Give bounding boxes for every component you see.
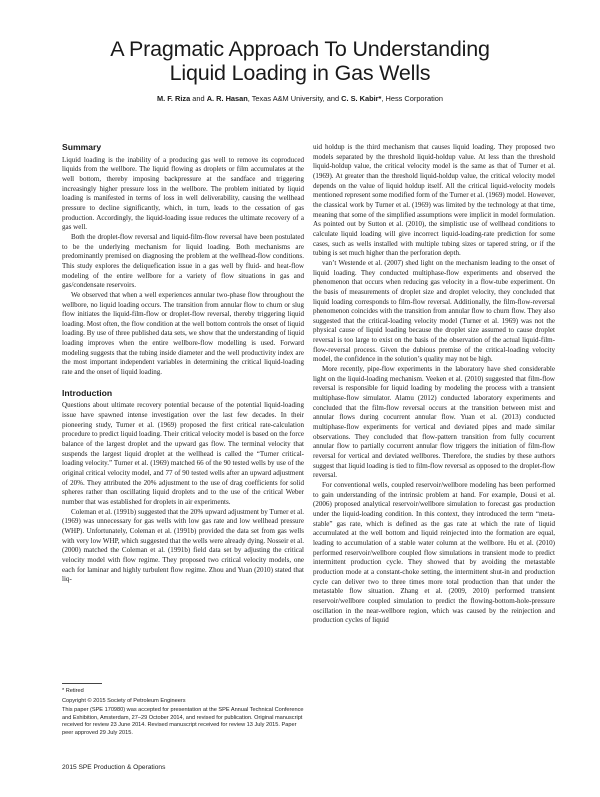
body-paragraph: uid holdup is the third mechanism that causes liquid loading. They proposed two models separated by the threshold liquid-holdup value. At less than the threshold liquid-holdup value, the critical velocity model is the same as that of Turner et al. (1969). At greater than the threshold liquid-holdup value, the critical velocity model depends on the value of liquid holdup itself. All the critical liquid-velocity models mentioned represent some modified form of the Turner et al. (1969) model. However, the classical work by Turner et al. (1969) was limited by the technology at that time, meaning that some of the simplified assumptions were implicit in model formulation. As pointed out by Sutton et al. (2010), the simplistic use of wellhead conditions to calculate liquid loading will give incorrect liquid-loading-rate prediction for some cases, such as wells installed with multiple tubing sizes or tapered string, or if the tubing is set much higher than the perforation depth.: [313, 143, 555, 258]
footnote-retired: * Retired: [62, 688, 84, 694]
author-2: A. R. Hasan: [206, 94, 248, 103]
author-line: [40, 94, 560, 103]
affiliation-2: , Hess Corporation: [381, 94, 444, 103]
title-line-2: Liquid Loading in Gas Wells: [169, 61, 431, 85]
footnote-copyright: Copyright © 2015 Society of Petroleum Engineers: [62, 697, 186, 704]
author-joiner: and: [190, 94, 207, 103]
body-paragraph: More recently, pipe-flow experiments in the laboratory have shed considerable light on the liquid-loading mechanism. Veeken et al. (2010) suggested that film-flow reversal is responsible for liquid loading by modeling the process with a transient multiphase-flow simulator. Alamu (2012) conducted laboratory experiments and concluded that the film-flow reversal occurs at the transition between mist and annular flows during cocurrent annular flow. Yuan et al. (2013) conducted multiphase-flow experiments for vertical and deviated pipes and made similar observations. They concluded that flow-pattern transition from fully cocurrent annular flow to partially cocurrent annular flow triggers the initiation of film-flow reversal for vertical and deviated wellbores. Therefore, the studies by these authors suggest that liquid loading is tied to film-flow reversal as opposed to the droplet-flow reversal.: [313, 365, 555, 480]
author-3: C. S. Kabir*: [341, 94, 382, 103]
footnotes: [62, 683, 304, 740]
summary-heading: Summary: [62, 142, 102, 152]
author-1: M. F. Riza: [156, 94, 191, 103]
body-paragraph: van’t Westende et al. (2007) shed light on the mechanism leading to the onset of liquid loading. They conducted multiphase-flow experiments and observed the phenomenon that occurs when reducing gas velocity in a flow-tube experiment. On the basis of measurements of droplet size and droplet velocity, they concluded that liquid loading corresponds to film-flow reversal. Additionally, the film-flow-reversal phenomenon coincides with the transition from annular flow to churn flow. They also suggested that the critical-loading velocity model (Turner et al. 1969) was not the physical cause of liquid loading because the droplet size assumed to cause droplet reversal is too large to exist on the basis of the observation of the actual liquid-film-flow-reversal process. Given the dubious premise of the critical-loading velocity model, the confidence in the solution’s quality may not be high.: [313, 258, 555, 364]
footnote-rule: [62, 683, 102, 684]
page-footer: 2015 SPE Production & Operations: [62, 764, 166, 771]
summary-paragraph: We observed that when a well experiences annular two-phase flow throughout the wellbore, no liquid loading occurs. The transition from annular flow to churn or slug flow initiates the liquid-film-flow or droplet-flow reversal, thereby triggering liquid loading. Most often, the flow condition at the well bottom controls the onset of liquid loading. By use of three published data sets, we show that the understanding of liquid loading improves when the entire wellbore-flow modelling is used. Forward modeling suggests that the tubing inside diameter and the well productivity index are the most important independent variables in determining the critical liquid-loading rate and the onset of liquid loading.: [62, 290, 304, 377]
footnote-paper-info: This paper (SPE 170980) was accepted for presentation at the SPE Annual Technical Conference and Exhibition, Amsterdam, 27–29 October 2014, and revised for publication. Original manuscript received for review 23 June 2014. Revised manuscript received for review 13 July 2015. Paper peer approved 29 July 2015.: [62, 707, 304, 736]
introduction-heading: Introduction: [62, 387, 113, 398]
body-paragraph: For conventional wells, coupled reservoir/wellbore modeling has been performed to gain understanding of the intrinsic problem at hand. For example, Dousi et al. (2006) proposed analytical reservoir/wellbore simulation to forecast gas production under the liquid-loading condition. In this context, they introduced the term “meta-stable” gas rate, which is defined as the gas rate at which the rate of liquid accumulated at the well bottom and liquid reinjected into the formation are equal, leading to accumulation of a stable water column at the wellbore. Hu et al. (2010) performed reservoir/wellbore coupled flow simulations in transient mode to predict intermittent production cycle. They showed that by avoiding the metastable production mode at a constant-choke setting, the intermittent shut-in and production cycle can deliver two to three times more total production than that under the metastable flow situation. Zhang et al. (2009, 2010) performed transient reservoir/wellbore coupled simulation to predict the flowing-bottom-hole-pressure oscillation in the near-wellbore region, which was caused by the reinjection and production cycles of liquid: [313, 480, 555, 625]
summary-paragraph: Liquid loading is the inability of a producing gas well to remove its coproduced liquids from the wellbore. The liquid flowing as droplets or film accumulates at the well bottom, thereby imposing backpressure at the sandface and triggering increasingly higher pressure loss in the wellbore. The problem initiated by liquid loading is manifested in terms of loss in well deliverability, causing the wellhead pressure to decline significantly, which, in turn, leads to the cessation of gas production. Accordingly, the liquid-loading issue reduces the ultimate recovery of a gas well.: [62, 155, 304, 232]
summary-paragraph: Both the droplet-flow reversal and liquid-film-flow reversal have been postulated to be the underlying mechanism for liquid loading. Both mechanisms are predominantly premised on diagnosing the problem at the wellhead-flow conditions. This study explores the deliquefication issue in a gas well by fluid- and heat-flow modeling of the entire wellbore for a variety of flow situations in gas and gas/condensate reservoirs.: [62, 232, 304, 290]
title-line-1: A Pragmatic Approach To Understanding: [110, 37, 490, 61]
affiliation-1: , Texas A&M University, and: [247, 94, 342, 103]
right-column: [313, 143, 555, 626]
paper-title: [40, 37, 560, 85]
introduction-paragraph: Questions about ultimate recovery potential because of the potential liquid-loading issue have spawned intense investigation over the last few decades. In their pioneering study, Turner et al. (1969) proposed the first critical rate-calculation procedure to predict liquid loading. Their critical velocity model is based on the force balance of the largest droplet and the upward gas flow. The terminal velocity that suspends the largest liquid droplet at the wellhead is called the “Turner critical-loading velocity.” Turner et al. (1969) matched 66 of the 90 tested wells by use of the original critical velocity model, and 77 of 90 tested wells after an upward adjustment of 20%. They attributed the 20% adjustment to the use of drag coefficients for solid spheres rather than oscillating liquid droplets and to the use of the critical Weber number that was established for droplets in air experiments.: [62, 401, 304, 506]
introduction-paragraph: Coleman et al. (1991b) suggested that the 20% upward adjustment by Turner et al. (1969) was unnecessary for gas wells with low gas rate and low wellhead pressure (WHP). Unfortunately, Coleman et al. (1991b) provided the data set from gas wells with very low WHP, which suggested that the wells were already dying. Nosseir et al. (2000) matched the Coleman et al. (1991b) field data set by adjusting the critical velocity model with flow regime. They proposed two critical velocity models, one each for laminar and highly turbulent flow regime. Zhou and Yuan (2010) stated that liq-: [62, 507, 304, 584]
left-column: [62, 143, 304, 585]
